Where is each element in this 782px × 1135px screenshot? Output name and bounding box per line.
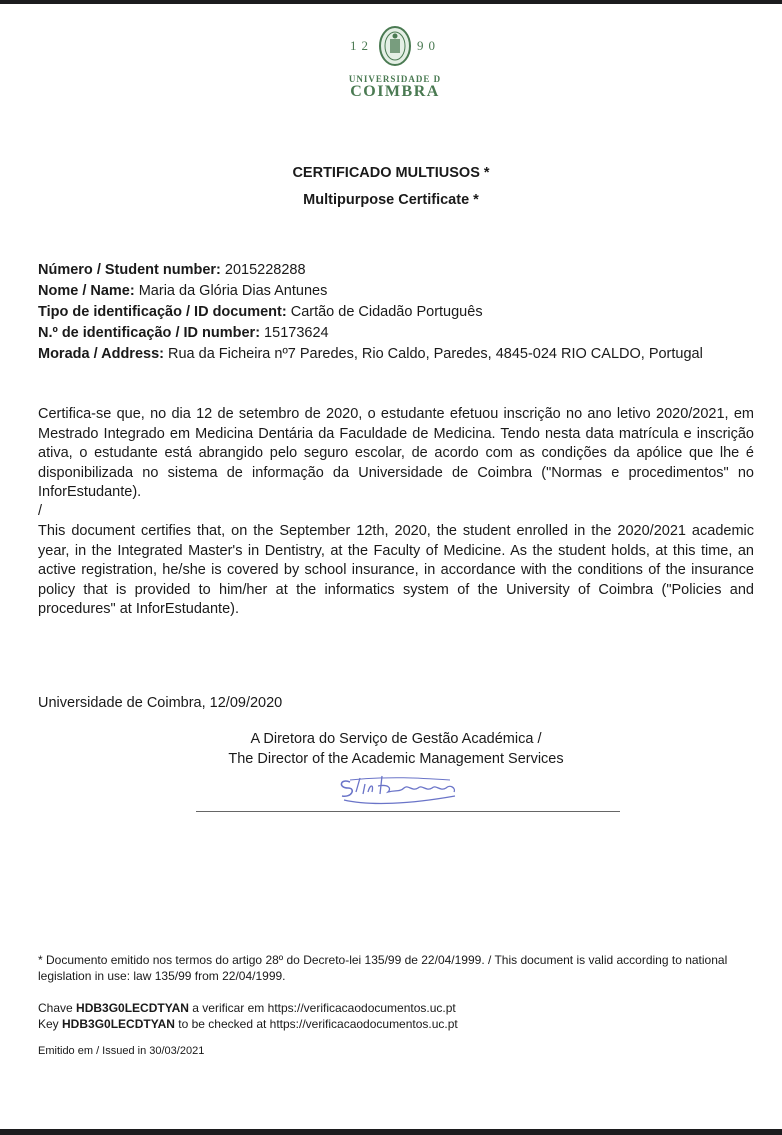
signature-line <box>196 811 620 812</box>
field-label: Morada / Address: <box>38 346 164 362</box>
certification-paragraph-pt: Certifica-se que, no dia 12 de setembro de 2020, o estudante efetuou inscrição no ano letivo 2020/2021, em Mestrado Integrado em Medicina Dentária da Faculdade de Medicina. Tendo nesta data matrícula e inscrição ativa, o estudante está abrangido pelo seguro escolar, de acordo com as condições da apólice que lhe é disponibilizada no sistema de informação da Universidade de Coimbra ("Normas e procedimentos" no InforEstudante). <box>38 406 754 500</box>
field-label: Tipo de identificação / ID document: <box>38 304 287 320</box>
verification-keys <box>38 1000 758 1032</box>
university-logo <box>330 26 460 116</box>
verification-url-text: a verificar em https://verificacaodocumentos.uc.pt <box>188 1001 456 1015</box>
key-prefix: Chave <box>38 1001 77 1015</box>
verification-code: HDB3G0LECDTYAN <box>62 1017 175 1031</box>
field-value: Maria da Glória Dias Antunes <box>134 283 328 299</box>
bottom-bar <box>0 1129 782 1135</box>
legal-footnote: * Documento emitido nos termos do artigo 28º do Decreto-lei 135/99 de 22/04/1999. / This document is valid according to national legislation in use: law 135/99 from 22/04/1999. <box>38 953 728 983</box>
logo-year-right: 90 <box>417 38 440 53</box>
place-and-date: Universidade de Coimbra, 12/09/2020 <box>38 695 283 711</box>
seal-icon <box>379 26 411 66</box>
issue-date: Emitido em / Issued in 30/03/2021 <box>38 1045 205 1057</box>
document-title-pt: CERTIFICADO MULTIUSOS * <box>292 165 490 181</box>
field-value: Rua da Ficheira nº7 Paredes, Rio Caldo, Paredes, 4845-024 RIO CALDO, Portugal <box>163 346 703 362</box>
field-student-number <box>38 260 738 281</box>
logo-text-university: UNIVERSIDADE D <box>348 74 442 84</box>
certification-paragraph-en: This document certifies that, on the September 12th, 2020, the student enrolled in the 2020/2021 academic year, in the Integrated Master's in Dentistry, at the Faculty of Medicine. As the student holds, at this time, an active registration, he/she is covered by school insurance, in accordance with the conditions of the insurance policy that is provided to him/her at the informatics system of the University of Coimbra ("Policies and procedures" at InforEstudante). <box>38 523 754 617</box>
field-value: 15173624 <box>260 325 329 341</box>
director-title-en: The Director of the Academic Management Services <box>228 751 564 767</box>
director-title-pt: A Diretora do Serviço de Gestão Académica / <box>250 731 542 747</box>
verification-url-text: to be checked at https://verificacaodocumentos.uc.pt <box>174 1017 458 1031</box>
logo-text-coimbra: COIMBRA <box>350 83 440 100</box>
field-label: N.º de identificação / ID number: <box>38 325 261 341</box>
verification-key-pt <box>38 1000 758 1016</box>
field-id-number <box>38 323 738 344</box>
field-value: 2015228288 <box>220 262 306 278</box>
field-value: Cartão de Cidadão Português <box>286 304 483 320</box>
verification-code: HDB3G0LECDTYAN <box>76 1001 189 1015</box>
field-id-document <box>38 302 738 323</box>
key-prefix: Key <box>38 1017 63 1031</box>
field-name <box>38 281 738 302</box>
field-label: Nome / Name: <box>38 283 135 299</box>
document-title-en: Multipurpose Certificate * <box>303 192 479 208</box>
paragraph-separator: / <box>38 503 43 519</box>
verification-key-en <box>38 1016 758 1032</box>
director-title <box>196 729 596 769</box>
student-details <box>38 260 738 365</box>
logo-year-left: 12 <box>350 38 373 53</box>
top-bar <box>0 0 782 4</box>
field-label: Número / Student number: <box>38 262 221 278</box>
field-address <box>38 344 718 365</box>
signature <box>330 770 470 810</box>
